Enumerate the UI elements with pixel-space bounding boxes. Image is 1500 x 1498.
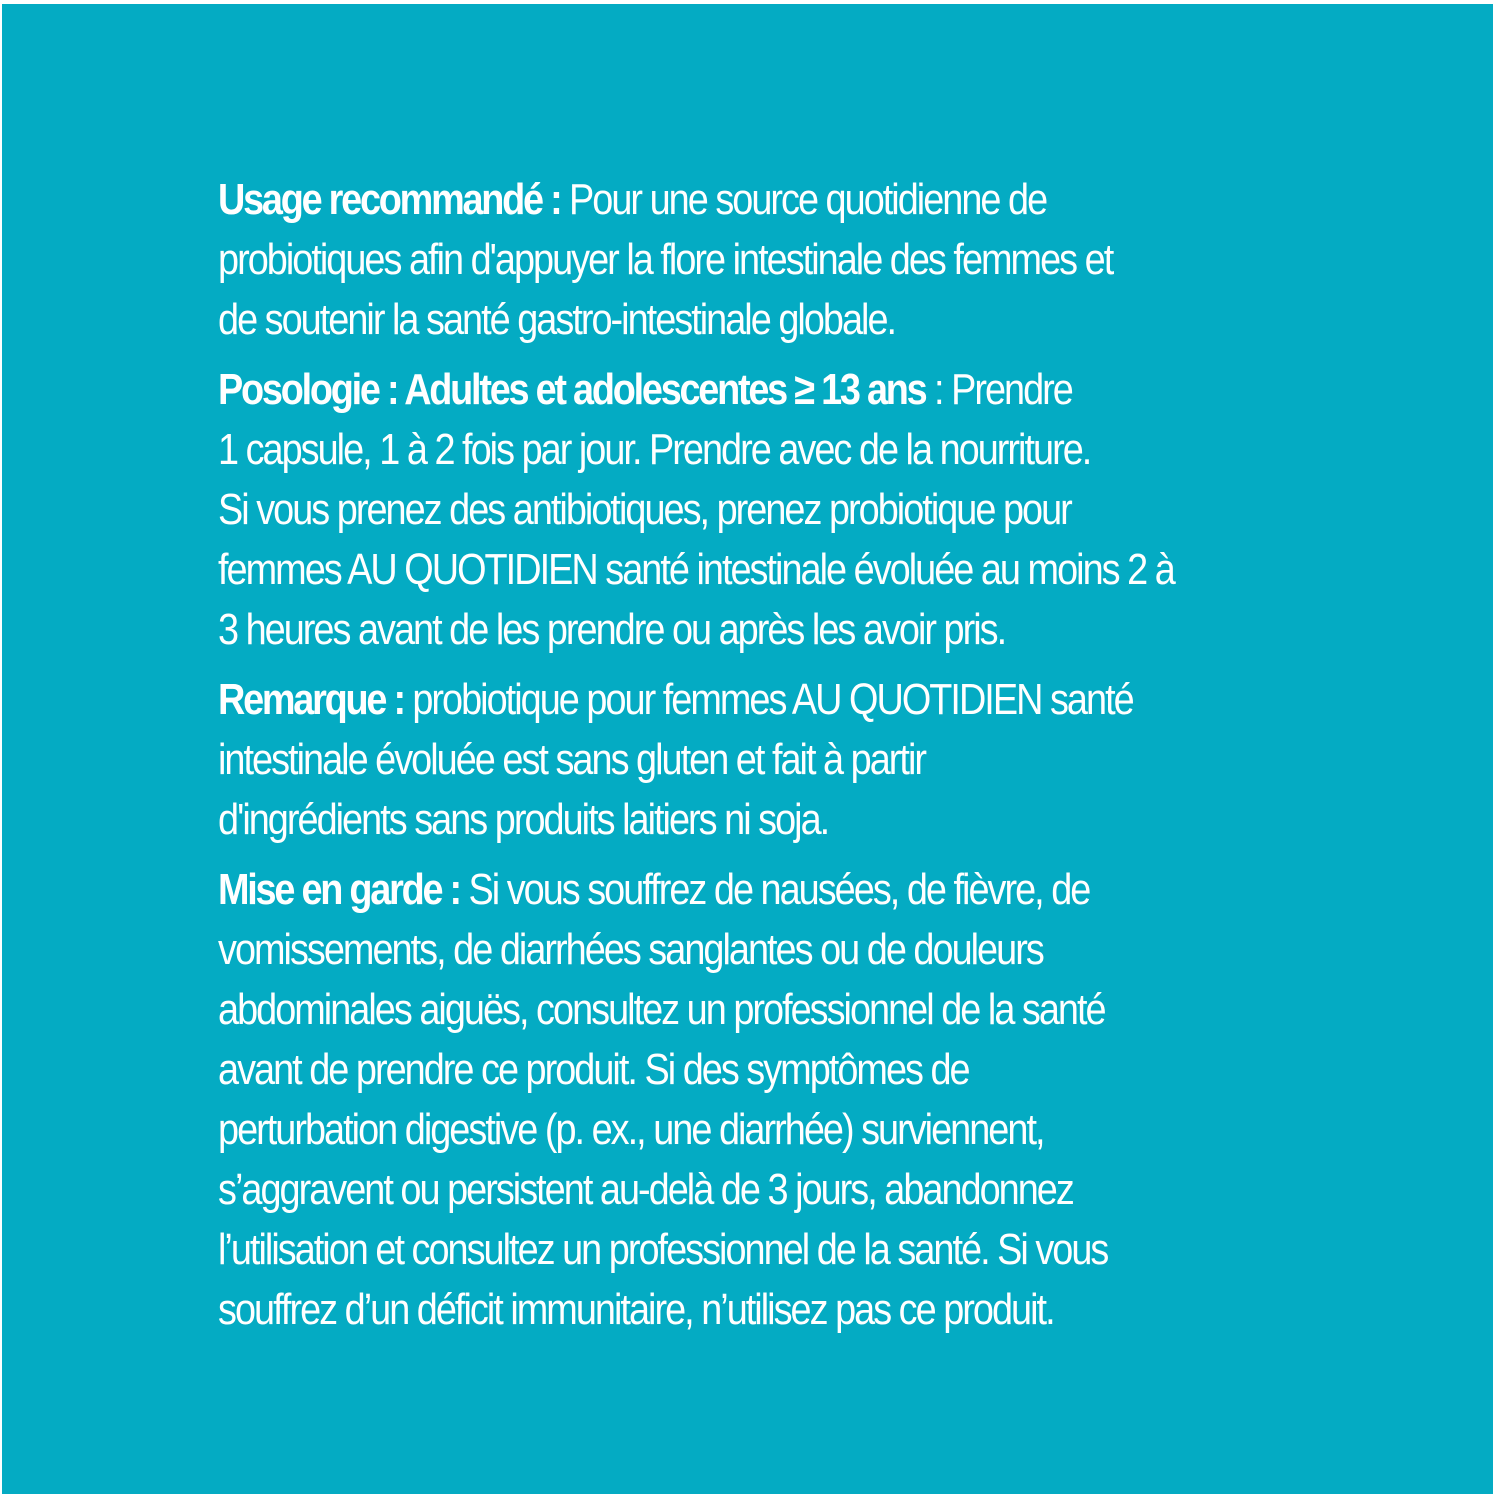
dosage-text-line: femmes AU QUOTIDIEN santé intestinale évoluée au moins 2 à	[218, 545, 1174, 594]
dosage-text-line: 3 heures avant de les prendre ou après les avoir pris.	[218, 605, 1006, 654]
dosage-text-line: Si vous prenez des antibiotiques, prenez probiotique pour	[218, 485, 1071, 534]
dosage-text-line: : Prendre	[925, 365, 1072, 414]
dosage-section	[218, 360, 1198, 660]
usage-text-line: Pour une source quotidienne de	[560, 175, 1047, 224]
usage-label: Usage recommandé :	[218, 175, 561, 224]
warning-section	[218, 860, 1198, 1340]
usage-section	[218, 170, 1198, 350]
note-text-line: d'ingrédients sans produits laitiers ni soja.	[218, 795, 829, 844]
warning-text-line: s’aggravent ou persistent au-delà de 3 jours, abandonnez	[218, 1165, 1073, 1214]
product-info-panel	[2, 4, 1493, 1494]
warning-text-line: souffrez d’un déficit immunitaire, n’utilisez pas ce produit.	[218, 1285, 1054, 1334]
usage-text-line: probiotiques afin d'appuyer la flore intestinale des femmes et	[218, 235, 1113, 284]
warning-text-line: perturbation digestive (p. ex., une diarrhée) surviennent,	[218, 1105, 1044, 1154]
note-label: Remarque :	[218, 675, 404, 724]
warning-text-line: avant de prendre ce produit. Si des symptômes de	[218, 1045, 969, 1094]
product-info-text	[218, 170, 1198, 1350]
warning-text-line: Si vous souffrez de nausées, de fièvre, de	[459, 865, 1090, 914]
warning-text-line: l’utilisation et consultez un professionnel de la santé. Si vous	[218, 1225, 1108, 1274]
warning-text-line: abdominales aiguës, consultez un professionnel de la santé	[218, 985, 1105, 1034]
note-text-line: intestinale évoluée est sans gluten et fait à partir	[218, 735, 926, 784]
note-section	[218, 670, 1198, 850]
note-text-line: probiotique pour femmes AU QUOTIDIEN santé	[403, 675, 1133, 724]
usage-text-line: de soutenir la santé gastro-intestinale globale.	[218, 295, 896, 344]
dosage-text-line: 1 capsule, 1 à 2 fois par jour. Prendre avec de la nourriture.	[218, 425, 1091, 474]
dosage-label: Posologie : Adultes et adolescentes ≥ 13 ans	[218, 365, 926, 414]
warning-text-line: vomissements, de diarrhées sanglantes ou de douleurs	[218, 925, 1043, 974]
warning-label: Mise en garde :	[218, 865, 460, 914]
